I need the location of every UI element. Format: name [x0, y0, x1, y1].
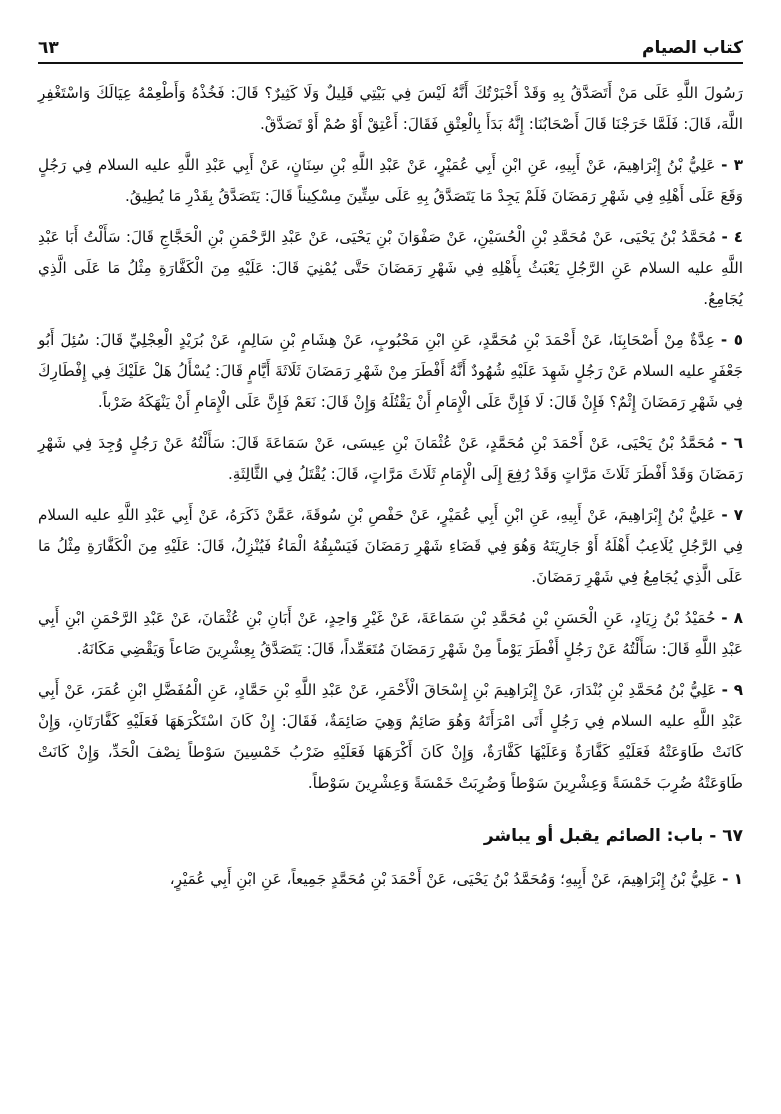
hadith-number: ٤ - — [721, 228, 744, 246]
hadith-paragraph — [38, 325, 743, 418]
hadith-paragraph — [38, 222, 743, 315]
chapter-heading: ٦٧ - باب: الصائم يقبل أو يباشر — [483, 826, 743, 846]
hadith-number: ٣ - — [721, 156, 743, 174]
book-title: كتاب الصيام — [642, 38, 743, 58]
hadith-paragraph — [38, 864, 743, 895]
hadith-number: ٨ - — [721, 609, 744, 627]
hadith-text: مُحَمَّدُ بْنُ يَحْيَى، عَنْ مُحَمَّدِ بْنِ الْحُسَيْنِ، عَنْ صَفْوَانَ بْنِ يَحْيَى، عَنْ عَبْدِ الرَّحْمَنِ بْنِ الْحَجَّاجِ قَالَ: سَأَلْتُ أَبَا عَبْدِ اللَّهِ عليه السلام عَنِ الرَّجُلِ يَعْبَثُ بِأَهْلِهِ فِي شَهْرِ رَمَضَانَ حَتَّى يُمْنِيَ قَالَ: عَلَيْهِ مِنَ الْكَفَّارَةِ مِثْلُ مَا عَلَى الَّذِي يُجَامِعُ. — [38, 228, 743, 308]
hadith-paragraph — [38, 78, 743, 140]
hadith-number: ٥ - — [720, 331, 743, 349]
hadith-number: ٦ - — [720, 434, 743, 452]
hadith-text: عَلِيُّ بْنُ إِبْرَاهِيمَ، عَنْ أَبِيهِ، عَنِ ابْنِ أَبِي عُمَيْرٍ، عَنْ حَفْصِ بْنِ سُوقَةَ، عَمَّنْ ذَكَرَهُ، عَنْ أَبِي عَبْدِ اللَّهِ عليه السلام فِي الرَّجُلِ يُلَاعِبُ أَهْلَهُ أَوْ جَارِيَتَهُ وَهُوَ فِي قَضَاءِ شَهْرِ رَمَضَانَ فَيَسْبِقُهُ الْمَاءُ فَيُنْزِلُ، قَالَ: عَلَيْهِ مِنَ الْكَفَّارَةِ مِثْلُ مَا عَلَى الَّذِي يُجَامِعُ فِي شَهْرِ رَمَضَانَ. — [38, 506, 743, 586]
hadith-paragraph — [38, 603, 743, 665]
hadith-paragraph — [38, 675, 743, 799]
hadith-text: رَسُولَ اللَّهِ عَلَى مَنْ أَتَصَدَّقُ بِهِ وَقَدْ أَخْبَرْتُكَ أَنَّهُ لَيْسَ فِي بَيْتِي قَلِيلٌ وَلَا كَثِيرٌ؟ قَالَ: فَخُذْهُ وَأَطْعِمْهُ عِيَالَكَ وَاسْتَغْفِرِ اللَّهَ، قَالَ: فَلَمَّا خَرَجْنَا قَالَ أَصْحَابُنَا: إِنَّهُ بَدَأَ بِالْعِتْقِ فَقَالَ: أَعْتِقْ أَوْ صُمْ أَوْ تَصَدَّقْ. — [38, 84, 743, 133]
hadith-number: ٩ - — [721, 681, 744, 699]
hadith-text: عَلِيُّ بْنُ إِبْرَاهِيمَ، عَنْ أَبِيهِ، عَنِ ابْنِ أَبِي عُمَيْرٍ، عَنْ عَبْدِ اللَّهِ بْنِ سِنَانٍ، عَنْ أَبِي عَبْدِ اللَّهِ عليه السلام فِي رَجُلٍ وَقَعَ عَلَى أَهْلِهِ فِي شَهْرِ رَمَضَانَ فَلَمْ يَجِدْ مَا يَتَصَدَّقُ بِهِ عَلَى سِتِّينَ مِسْكِيناً قَالَ: يَتَصَدَّقُ بِقَدْرِ مَا يُطِيقُ. — [38, 156, 743, 205]
hadith-text: عِدَّةٌ مِنْ أَصْحَابِنَا، عَنْ أَحْمَدَ بْنِ مُحَمَّدٍ، عَنِ ابْنِ مَحْبُوبٍ، عَنْ هِشَامِ بْنِ سَالِمٍ، عَنْ بُرَيْدٍ الْعِجْلِيِّ قَالَ: سُئِلَ أَبُو جَعْفَرٍ عليه السلام عَنْ رَجُلٍ شَهِدَ عَلَيْهِ شُهُودٌ أَنَّهُ أَفْطَرَ مِنْ شَهْرِ رَمَضَانَ ثَلَاثَةَ أَيَّامٍ قَالَ: يُسْأَلُ هَلْ عَلَيْكَ فِي إِفْطَارِكَ فِي شَهْرِ رَمَضَانَ إِثْمٌ؟ فَإِنْ قَالَ: لَا فَإِنَّ عَلَى الْإِمَامِ أَنْ يَقْتُلَهُ وَإِنْ قَالَ: نَعَمْ فَإِنَّ عَلَى الْإِمَامِ أَنْ يَنْهَكَهُ ضَرْباً. — [38, 331, 743, 411]
page-header — [38, 28, 743, 64]
page-content — [38, 78, 743, 895]
hadith-text: عَلِيُّ بْنُ مُحَمَّدِ بْنِ بُنْدَارَ، عَنْ إِبْرَاهِيمَ بْنِ إِسْحَاقَ الْأَحْمَرِ، عَنْ عَبْدِ اللَّهِ بْنِ حَمَّادٍ، عَنِ الْمُفَضَّلِ ابْنِ عُمَرَ، عَنْ أَبِي عَبْدِ اللَّهِ عليه السلام فِي رَجُلٍ أَتَى امْرَأَتَهُ وَهُوَ صَائِمٌ وَهِيَ صَائِمَةٌ، فَقَالَ: إِنْ كَانَ اسْتَكْرَهَهَا فَعَلَيْهِ كَفَّارَتَانِ، وَإِنْ كَانَتْ طَاوَعَتْهُ فَعَلَيْهِ كَفَّارَةٌ وَعَلَيْهَا كَفَّارَةٌ، وَإِنْ كَانَ أَكْرَهَهَا فَعَلَيْهِ ضَرْبُ خَمْسِينَ سَوْطاً نِصْفَ الْحَدِّ، وَإِنْ كَانَتْ طَاوَعَتْهُ ضُرِبَ خَمْسَةً وَعِشْرِينَ سَوْطاً وَضُرِبَتْ خَمْسَةً وَعِشْرِينَ سَوْطاً. — [38, 681, 743, 792]
hadith-number: ٧ - — [721, 506, 743, 524]
hadith-text: حُمَيْدُ بْنُ زِيَادٍ، عَنِ الْحَسَنِ بْنِ مُحَمَّدِ بْنِ سَمَاعَةَ، عَنْ غَيْرِ وَاحِدٍ، عَنْ أَبَانِ بْنِ عُثْمَانَ، عَنْ عَبْدِ الرَّحْمَنِ ابْنِ أَبِي عَبْدِ اللَّهِ قَالَ: سَأَلْتُهُ عَنْ رَجُلٍ أَفْطَرَ يَوْماً مِنْ شَهْرِ رَمَضَانَ مُتَعَمِّداً، قَالَ: يَتَصَدَّقُ بِعِشْرِينَ صَاعاً وَيَقْضِي مَكَانَهُ. — [38, 609, 743, 658]
book-page — [38, 28, 743, 1094]
hadith-paragraph — [38, 500, 743, 593]
hadith-paragraph — [38, 428, 743, 490]
page-number: ٦٣ — [38, 38, 59, 58]
hadith-text: مُحَمَّدُ بْنُ يَحْيَى، عَنْ أَحْمَدَ بْنِ مُحَمَّدٍ، عَنْ عُثْمَانَ بْنِ عِيسَى، عَنْ سَمَاعَةَ قَالَ: سَأَلْتُهُ عَنْ رَجُلٍ وُجِدَ فِي شَهْرِ رَمَضَانَ وَقَدْ أَفْطَرَ ثَلَاثَ مَرَّاتٍ وَقَدْ رُفِعَ إِلَى الْإِمَامِ ثَلَاثَ مَرَّاتٍ، قَالَ: يُقْتَلُ فِي الثَّالِثَةِ. — [38, 434, 743, 483]
hadith-paragraph — [38, 150, 743, 212]
hadith-text: عَلِيُّ بْنُ إِبْرَاهِيمَ، عَنْ أَبِيهِ؛ وَمُحَمَّدُ بْنُ يَحْيَى، عَنْ أَحْمَدَ بْنِ مُحَمَّدٍ جَمِيعاً، عَنِ ابْنِ أَبِي عُمَيْرٍ، — [169, 870, 718, 888]
hadith-number: ١ - — [722, 870, 743, 888]
